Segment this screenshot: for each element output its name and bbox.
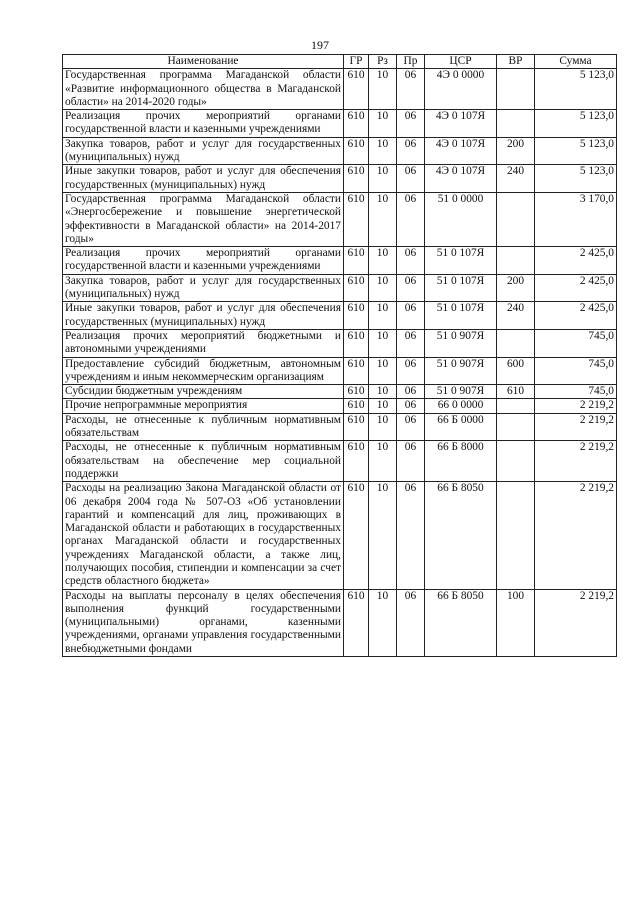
- cell-csr: 66 Б 0000: [425, 413, 497, 441]
- cell-vr: [497, 441, 535, 482]
- table-row: [63, 274, 617, 302]
- cell-name: Прочие непрограммные мероприятия: [63, 399, 344, 413]
- cell-rz: 10: [369, 357, 397, 385]
- cell-sum: 2 425,0: [535, 274, 617, 302]
- table-row: [63, 589, 617, 656]
- cell-gr: 610: [344, 399, 369, 413]
- cell-pr: 06: [397, 589, 425, 656]
- cell-name: Иные закупки товаров, работ и услуг для обеспечения государственных (муниципальных) нужд: [63, 302, 344, 330]
- cell-gr: 610: [344, 385, 369, 399]
- cell-sum: 5 123,0: [535, 165, 617, 193]
- cell-vr: 610: [497, 385, 535, 399]
- column-header-rz: Рз: [369, 55, 397, 69]
- cell-rz: 10: [369, 385, 397, 399]
- table-row: [63, 399, 617, 413]
- cell-csr: 51 0 907Я: [425, 357, 497, 385]
- cell-pr: 06: [397, 192, 425, 246]
- table-row: [63, 441, 617, 482]
- cell-pr: 06: [397, 110, 425, 138]
- cell-csr: 4Э 0 107Я: [425, 110, 497, 138]
- cell-rz: 10: [369, 441, 397, 482]
- cell-pr: 06: [397, 69, 425, 110]
- cell-pr: 06: [397, 399, 425, 413]
- table-row: [63, 357, 617, 385]
- cell-name: Расходы, не отнесенные к публичным нормативным обязательствам: [63, 413, 344, 441]
- cell-rz: 10: [369, 329, 397, 357]
- cell-rz: 10: [369, 413, 397, 441]
- cell-vr: [497, 192, 535, 246]
- table-row: [63, 165, 617, 193]
- cell-gr: 610: [344, 482, 369, 589]
- cell-csr: 51 0 107Я: [425, 302, 497, 330]
- cell-vr: [497, 399, 535, 413]
- cell-name: Иные закупки товаров, работ и услуг для обеспечения государственных (муниципальных) нужд: [63, 165, 344, 193]
- table-row: [63, 110, 617, 138]
- page-number: 197: [311, 38, 329, 52]
- cell-pr: 06: [397, 302, 425, 330]
- cell-vr: 600: [497, 357, 535, 385]
- cell-name: Расходы на реализацию Закона Магаданской области от 06 декабря 2004 года № 507-ОЗ «Об установлении гарантий и компенсаций для лиц, проживающих в Магаданской области и работающих в государственных органах Магаданской области и государственных учреждениях Магаданской области, а также лиц, получающих пособия, стипендии и компенсации за счет средств областного бюджета»: [63, 482, 344, 589]
- cell-sum: 5 123,0: [535, 137, 617, 165]
- cell-vr: [497, 247, 535, 275]
- cell-rz: 10: [369, 482, 397, 589]
- table-row: [63, 192, 617, 246]
- table-body: [63, 69, 617, 657]
- cell-pr: 06: [397, 329, 425, 357]
- cell-name: Реализация прочих мероприятий органами государственной власти и казенными учреждениями: [63, 247, 344, 275]
- cell-gr: 610: [344, 413, 369, 441]
- column-header-pr: Пр: [397, 55, 425, 69]
- cell-pr: 06: [397, 274, 425, 302]
- cell-name: Реализация прочих мероприятий органами государственной власти и казенными учреждениями: [63, 110, 344, 138]
- cell-gr: 610: [344, 329, 369, 357]
- cell-sum: 745,0: [535, 357, 617, 385]
- cell-sum: 2 425,0: [535, 247, 617, 275]
- cell-name: Расходы на выплаты персоналу в целях обеспечения выполнения функций государственными (муниципальными) органами, казенными учреждениями, органами управления государственными внебюджетными фондами: [63, 589, 344, 656]
- cell-vr: [497, 329, 535, 357]
- cell-sum: 2 219,2: [535, 482, 617, 589]
- cell-gr: 610: [344, 69, 369, 110]
- cell-rz: 10: [369, 247, 397, 275]
- cell-vr: 240: [497, 165, 535, 193]
- table-row: [63, 69, 617, 110]
- cell-csr: 51 0 0000: [425, 192, 497, 246]
- cell-rz: 10: [369, 165, 397, 193]
- cell-vr: [497, 110, 535, 138]
- cell-sum: 2 219,2: [535, 413, 617, 441]
- cell-gr: 610: [344, 302, 369, 330]
- cell-csr: 51 0 107Я: [425, 247, 497, 275]
- cell-gr: 610: [344, 441, 369, 482]
- cell-gr: 610: [344, 165, 369, 193]
- table-row: [63, 247, 617, 275]
- cell-name: Субсидии бюджетным учреждениям: [63, 385, 344, 399]
- cell-rz: 10: [369, 69, 397, 110]
- cell-vr: 200: [497, 274, 535, 302]
- cell-rz: 10: [369, 192, 397, 246]
- cell-csr: 66 Б 8050: [425, 482, 497, 589]
- cell-name: Расходы, не отнесенные к публичным нормативным обязательствам на обеспечение мер социальной поддержки: [63, 441, 344, 482]
- table-header-row: [63, 55, 617, 69]
- cell-pr: 06: [397, 441, 425, 482]
- column-header-csr: ЦСР: [425, 55, 497, 69]
- cell-csr: 4Э 0 107Я: [425, 165, 497, 193]
- cell-csr: 51 0 107Я: [425, 274, 497, 302]
- table-row: [63, 385, 617, 399]
- cell-name: Государственная программа Магаданской области «Развитие информационного общества в Магаданской области» на 2014-2020 годы»: [63, 69, 344, 110]
- cell-csr: 66 0 0000: [425, 399, 497, 413]
- cell-csr: 4Э 0 0000: [425, 69, 497, 110]
- column-header-name: Наименование: [63, 55, 344, 69]
- cell-gr: 610: [344, 274, 369, 302]
- cell-name: Закупка товаров, работ и услуг для государственных (муниципальных) нужд: [63, 137, 344, 165]
- cell-vr: 100: [497, 589, 535, 656]
- cell-csr: 51 0 907Я: [425, 329, 497, 357]
- column-header-gr: ГР: [344, 55, 369, 69]
- cell-gr: 610: [344, 137, 369, 165]
- table-row: [63, 413, 617, 441]
- cell-csr: 66 Б 8000: [425, 441, 497, 482]
- cell-sum: 5 123,0: [535, 69, 617, 110]
- cell-vr: [497, 69, 535, 110]
- cell-sum: 2 425,0: [535, 302, 617, 330]
- cell-gr: 610: [344, 589, 369, 656]
- cell-gr: 610: [344, 192, 369, 246]
- cell-sum: 2 219,2: [535, 589, 617, 656]
- cell-sum: 3 170,0: [535, 192, 617, 246]
- cell-sum: 745,0: [535, 329, 617, 357]
- cell-gr: 610: [344, 247, 369, 275]
- column-header-vr: ВР: [497, 55, 535, 69]
- cell-rz: 10: [369, 137, 397, 165]
- table-row: [63, 137, 617, 165]
- cell-vr: 240: [497, 302, 535, 330]
- cell-rz: 10: [369, 110, 397, 138]
- cell-vr: [497, 482, 535, 589]
- table-row: [63, 302, 617, 330]
- cell-vr: [497, 413, 535, 441]
- cell-name: Государственная программа Магаданской области «Энергосбережение и повышение энергетической эффективности в Магаданской области» на 2014-2017 годы»: [63, 192, 344, 246]
- cell-rz: 10: [369, 274, 397, 302]
- cell-vr: 200: [497, 137, 535, 165]
- cell-pr: 06: [397, 165, 425, 193]
- cell-sum: 2 219,2: [535, 441, 617, 482]
- cell-rz: 10: [369, 399, 397, 413]
- budget-table: [62, 54, 617, 657]
- column-header-sum: Сумма: [535, 55, 617, 69]
- cell-sum: 745,0: [535, 385, 617, 399]
- cell-pr: 06: [397, 385, 425, 399]
- cell-name: Предоставление субсидий бюджетным, автономным учреждениям и иным некоммерческим организациям: [63, 357, 344, 385]
- cell-pr: 06: [397, 247, 425, 275]
- table-row: [63, 329, 617, 357]
- cell-sum: 5 123,0: [535, 110, 617, 138]
- cell-name: Закупка товаров, работ и услуг для государственных (муниципальных) нужд: [63, 274, 344, 302]
- cell-pr: 06: [397, 137, 425, 165]
- cell-sum: 2 219,2: [535, 399, 617, 413]
- cell-pr: 06: [397, 413, 425, 441]
- cell-csr: 51 0 907Я: [425, 385, 497, 399]
- table-row: [63, 482, 617, 589]
- cell-pr: 06: [397, 357, 425, 385]
- cell-rz: 10: [369, 302, 397, 330]
- cell-name: Реализация прочих мероприятий бюджетными и автономными учреждениями: [63, 329, 344, 357]
- cell-gr: 610: [344, 110, 369, 138]
- cell-csr: 66 Б 8050: [425, 589, 497, 656]
- cell-csr: 4Э 0 107Я: [425, 137, 497, 165]
- cell-gr: 610: [344, 357, 369, 385]
- cell-rz: 10: [369, 589, 397, 656]
- cell-pr: 06: [397, 482, 425, 589]
